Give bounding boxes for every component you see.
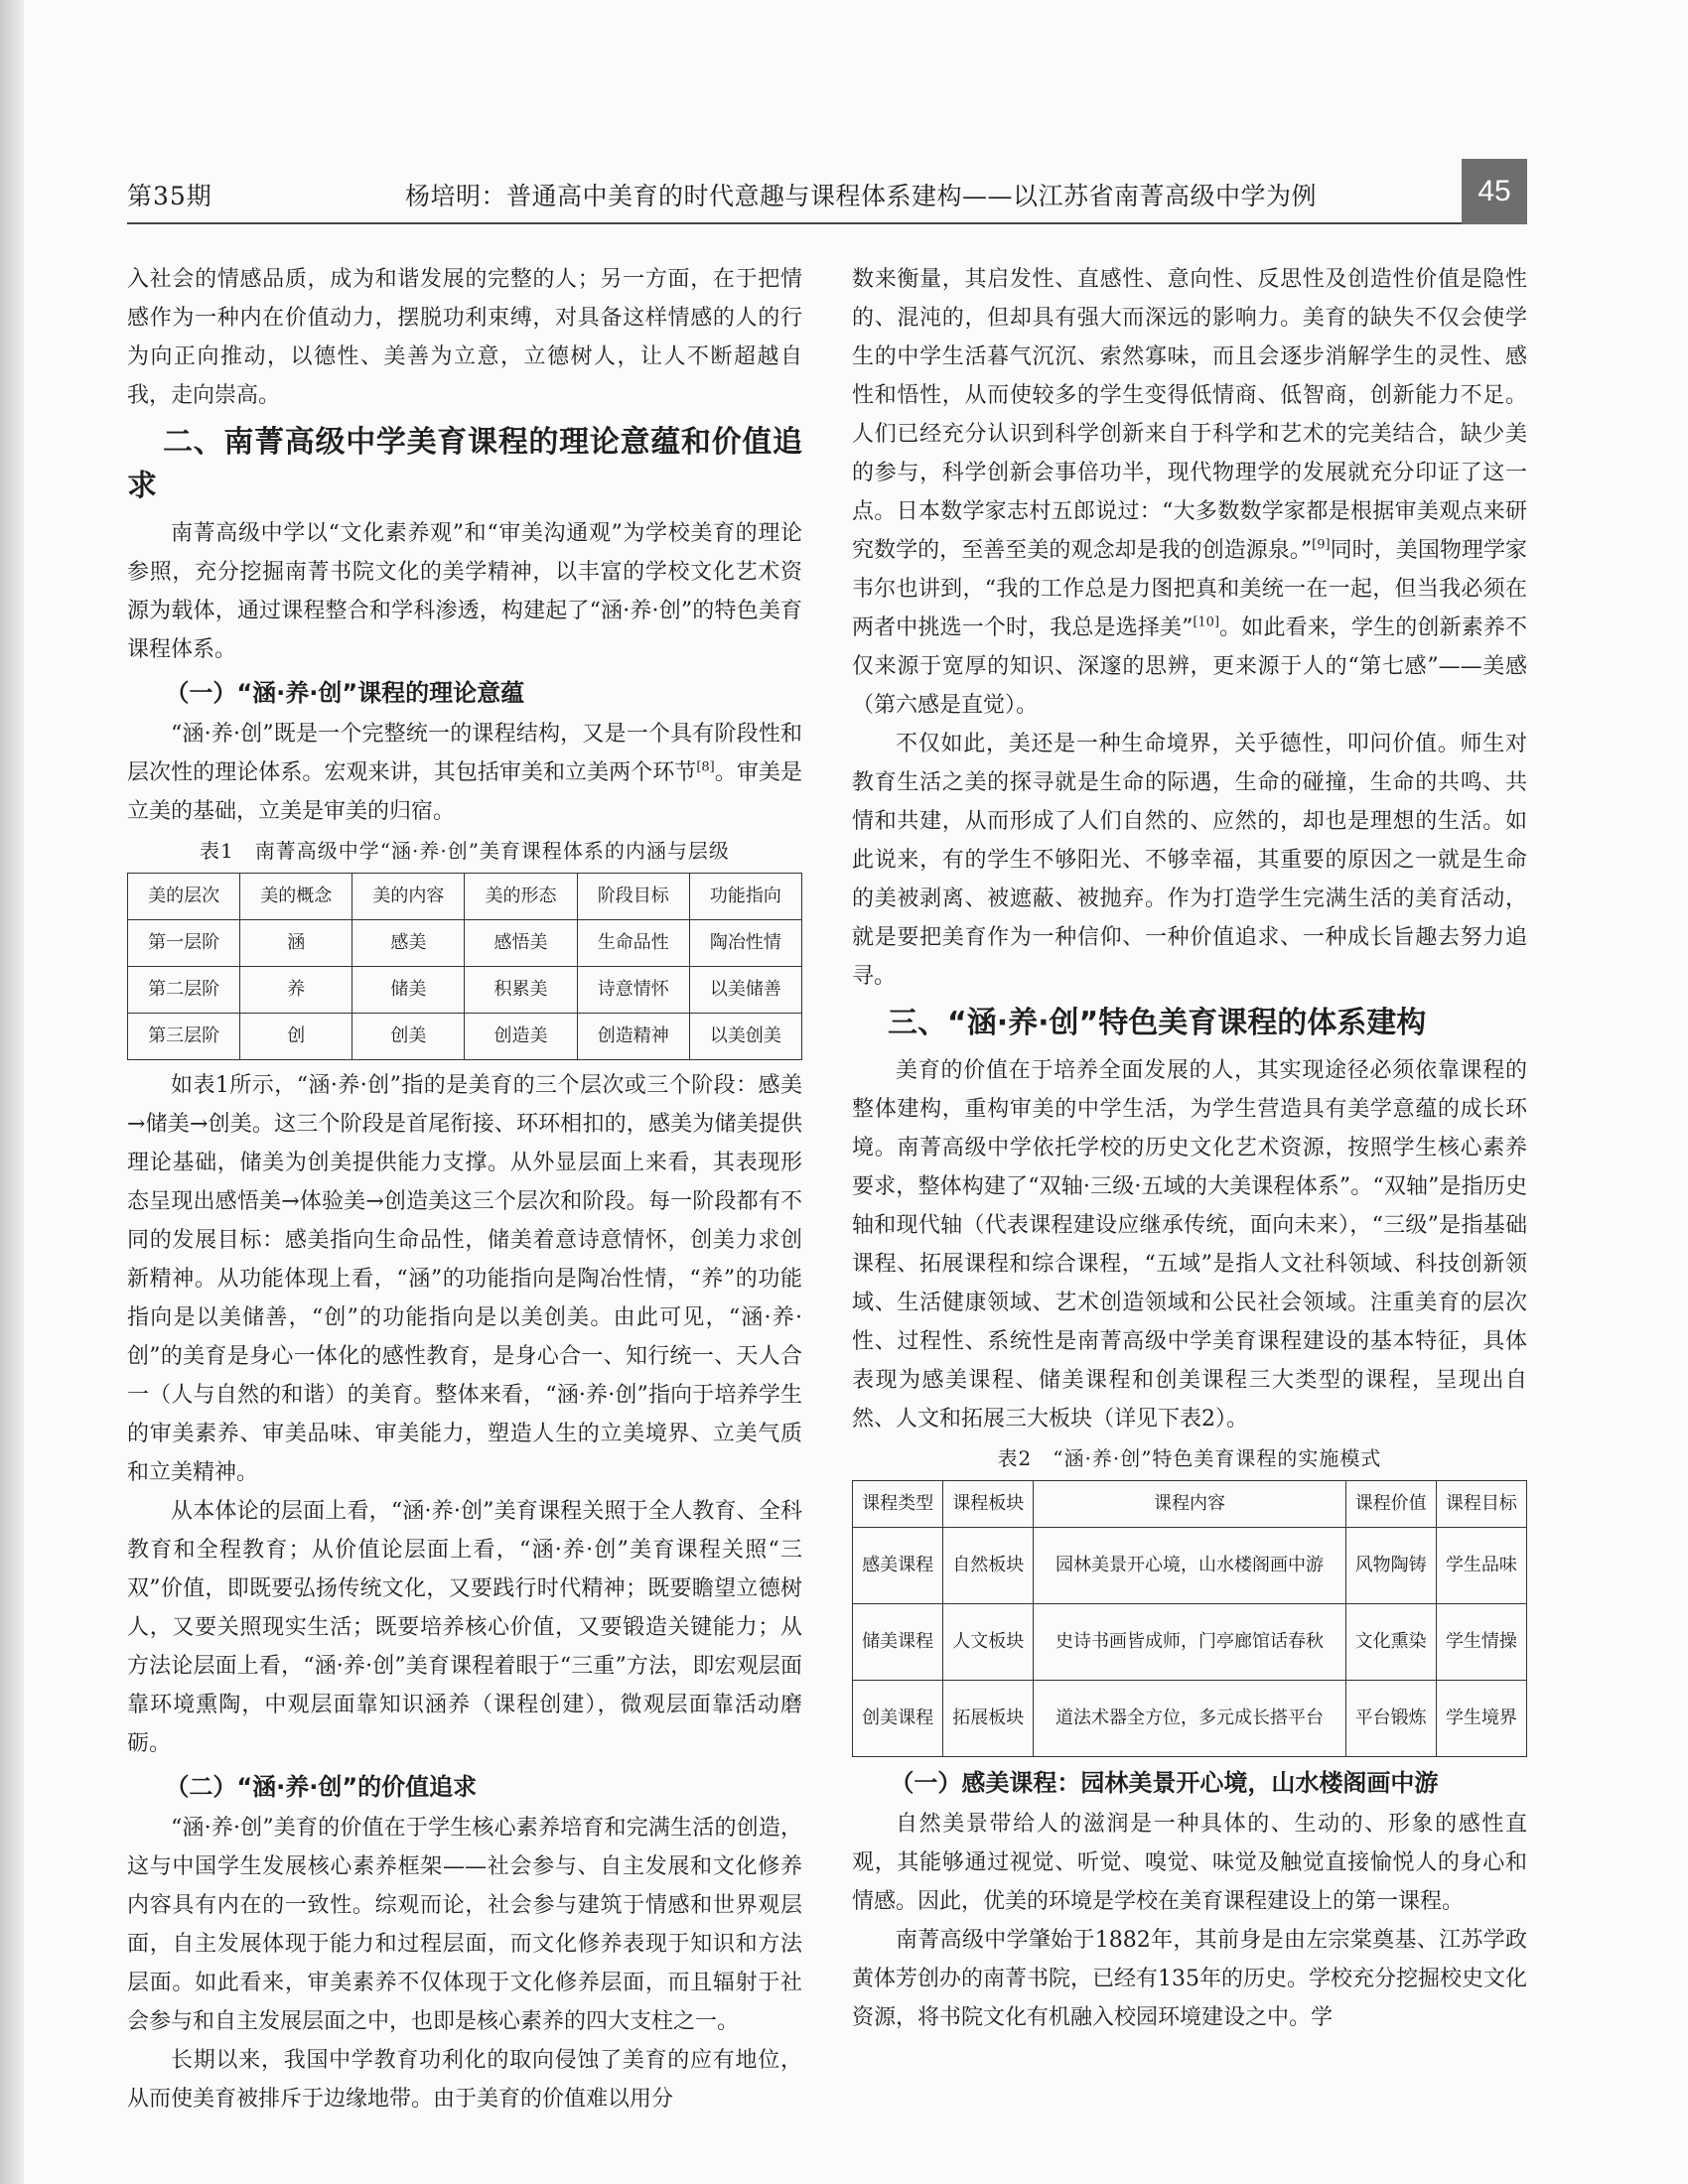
paragraph: 南菁高级中学肇始于1882年，其前身是由左宗棠奠基、江苏学政黄体芳创办的南菁书院，已经有135年的历史。学校充分挖掘校史文化资源，将书院文化有机融入校园环境建设之中。学 — [852, 1928, 1527, 2030]
paragraph: 入社会的情感品质，成为和谐发展的完整的人；另一方面，在于把情感作为一种内在价值动力，摆脱功利束缚，对具备这样情感的人的行为向正向推动，以德性、美善为立意，立德树人，让人不断超越自我，走向崇高。 — [127, 267, 802, 408]
table-header-cell: 阶段目标 — [577, 874, 689, 920]
table-cell: 创美课程 — [853, 1681, 943, 1757]
table-cell: 诗意情怀 — [577, 967, 689, 1014]
table-header-row — [128, 874, 802, 920]
table-header-cell: 课程类型 — [853, 1481, 943, 1528]
paragraph: 长期以来，我国中学教育功利化的取向侵蚀了美育的应有地位，从而使美育被排斥于边缘地带。由于美育的价值难以用分 — [127, 2048, 802, 2112]
table-cell: 自然板块 — [943, 1528, 1034, 1604]
table-header-row — [853, 1481, 1527, 1528]
paragraph — [852, 260, 1527, 725]
paragraph: 南菁高级中学以“文化素养观”和“审美沟通观”为学校美育的理论参照，充分挖掘南菁书院文化的美学精神，以丰富的学校文化艺术资源为载体，通过课程整合和学科渗透，构建起了“涵·养·创”的特色美育课程体系。 — [127, 521, 802, 662]
table-header-cell: 美的形态 — [465, 874, 577, 920]
table-cell: 储美课程 — [853, 1604, 943, 1681]
table-cell: 第三层阶 — [128, 1014, 240, 1060]
right-column — [852, 260, 1527, 2037]
table-row — [128, 967, 802, 1014]
table-caption: 表1 南菁高级中学“涵·养·创”美育课程体系的内涵与层级 — [200, 839, 730, 863]
issue-number: 第35期 — [127, 182, 212, 210]
table-row — [128, 1014, 802, 1060]
paragraph-text: 数来衡量，其启发性、直感性、意向性、反思性及创造性价值是隐性的、混沌的，但却具有强大而深远的影响力。美育的缺失不仅会使学生的中学生活暮气沉沉、索然寡味，而且会逐步消解学生的灵性、感性和悟性，从而使较多的学生变得低情商、低智商，创新能力不足。人们已经充分认识到科学创新来自于科学和艺术的完美结合，缺少美的参与，科学创新会事倍功半，现代物理学的发展就充分印证了这一点。日本数学家志村五郎说过：“大多数数学家都是根据审美观点来研究数学的，至善至美的观念却是我的创造源泉。” — [852, 267, 1527, 563]
table-cell: 学生品味 — [1436, 1528, 1526, 1604]
table-cell: 风物陶铸 — [1345, 1528, 1436, 1604]
table-cell: 创美 — [352, 1014, 465, 1060]
table-caption: 表2 “涵·养·创”特色美育课程的实施模式 — [997, 1446, 1382, 1470]
table-cell: 文化熏染 — [1345, 1604, 1436, 1681]
table-header-cell: 课程目标 — [1436, 1481, 1526, 1528]
paragraph: “涵·养·创”美育的价值在于学生核心素养培育和完满生活的创造，这与中国学生发展核心素养框架——社会参与、自主发展和文化修养内容具有内在的一致性。综观而论，社会参与建筑于情感和世界观层面，自主发展体现于能力和过程层面，而文化修养表现于知识和方法层面。如此看来，审美素养不仅体现于文化修养层面，而且辐射于社会参与和自主发展层面之中，也即是核心素养的四大支柱之一。 — [127, 1816, 802, 2034]
paragraph: 美育的价值在于培养全面发展的人，其实现途径必须依靠课程的整体建构，重构审美的中学生活，为学生营造具有美学意蕴的成长环境。南菁高级中学依托学校的历史文化艺术资源，按照学生核心素养要求，整体构建了“双轴·三级·五域的大美课程体系”。“双轴”是指历史轴和现代轴（代表课程建设应继承传统，面向未来），“三级”是指基础课程、拓展课程和综合课程，“五域”是指人文社科领域、科技创新领域、生活健康领域、艺术创造领域和公民社会领域。注重美育的层次性、过程性、系统性是南菁高级中学美育课程建设的基本特征，具体表现为感美课程、储美课程和创美课程三大类型的课程，呈现出自然、人文和拓展三大板块（详见下表2）。 — [852, 1058, 1527, 1432]
table-cell: 史诗书画皆成师，门亭廊馆话春秋 — [1034, 1604, 1345, 1681]
table-row — [853, 1604, 1527, 1681]
table-cell: 储美 — [352, 967, 465, 1014]
table-cell: 养 — [240, 967, 352, 1014]
paragraph: 自然美景带给人的滋润是一种具体的、生动的、形象的感性直观，其能够通过视觉、听觉、嗅觉、味觉及触觉直接愉悦人的身心和情感。因此，优美的环境是学校在美育课程建设上的第一课程。 — [852, 1812, 1527, 1914]
table-cell: 涵 — [240, 920, 352, 967]
page-edge — [0, 0, 24, 2184]
paragraph: 不仅如此，美还是一种生命境界，关乎德性，叩问价值。师生对教育生活之美的探寻就是生命的际遇，生命的碰撞，生命的共鸣、共情和共建，从而形成了人们自然的、应然的，却也是理想的生活。如此说来，有的学生不够阳光、不够幸福，其重要的原因之一就是生命的美被剥离、被遮蔽、被抛弃。作为打造学生完满生活的美育活动，就是要把美育作为一种信仰、一种价值追求、一种成长旨趣去努力追寻。 — [852, 732, 1527, 989]
table-cell: 创造美 — [465, 1014, 577, 1060]
table-cell: 积累美 — [465, 967, 577, 1014]
paragraph: 从本体论的层面上看，“涵·养·创”美育课程关照于全人教育、全科教育和全程教育；从价值论层面上看，“涵·养·创”美育课程关照“三双”价值，即既要弘扬传统文化，又要践行时代精神；既要瞻望立德树人，又要关照现实生活；既要培养核心价值，又要锻造关键能力；从方法论层面上看，“涵·养·创”美育课程着眼于“三重”方法，即宏观层面靠环境熏陶，中观层面靠知识涵养（课程创建），微观层面靠活动磨砺。 — [127, 1499, 802, 1756]
table-cell: 感悟美 — [465, 920, 577, 967]
page-number: 45 — [1462, 159, 1527, 224]
table-row — [853, 1681, 1527, 1757]
table-cell: 生命品性 — [577, 920, 689, 967]
subsection-heading: （一）“涵·养·创”课程的理论意蕴 — [165, 679, 525, 707]
table-cell: 第一层阶 — [128, 920, 240, 967]
table-header-cell: 美的层次 — [128, 874, 240, 920]
section-heading: 三、“涵·养·创”特色美育课程的体系建构 — [888, 1006, 1427, 1040]
table-cell: 平台锻炼 — [1345, 1681, 1436, 1757]
left-column — [127, 260, 802, 2118]
subsection-heading: （一）感美课程：园林美景开心境，山水楼阁画中游 — [890, 1769, 1439, 1797]
table-header-cell: 美的内容 — [352, 874, 465, 920]
table-cell: 以美储善 — [689, 967, 801, 1014]
paragraph-text: 。如此看来，学生的创新素养不仅来源于宽厚的知识、深邃的思辨，更来源于人的“第七感”——美感（第六感是直觉）。 — [852, 615, 1527, 718]
table-header-cell: 课程板块 — [943, 1481, 1034, 1528]
table-cell: 创造精神 — [577, 1014, 689, 1060]
table-cell: 陶冶性情 — [689, 920, 801, 967]
paragraph — [127, 715, 802, 831]
table-cell: 人文板块 — [943, 1604, 1034, 1681]
table-cell: 拓展板块 — [943, 1681, 1034, 1757]
table-cell: 感美 — [352, 920, 465, 967]
running-header — [127, 167, 1527, 228]
table-row — [128, 920, 802, 967]
table-header-cell: 功能指向 — [689, 874, 801, 920]
citation-ref: [10] — [1193, 614, 1220, 630]
table-cell: 以美创美 — [689, 1014, 801, 1060]
table-cell: 学生情操 — [1436, 1604, 1526, 1681]
table-cell: 第二层阶 — [128, 967, 240, 1014]
table-cell: 感美课程 — [853, 1528, 943, 1604]
header-rule — [127, 222, 1462, 224]
table-cell: 园林美景开心境，山水楼阁画中游 — [1034, 1528, 1345, 1604]
paragraph-text: 同时，美国物理学家韦尔也讲到，“我的工作总是力图把真和美统一在一起，但当我必须在两者中挑选一个时，我总是选择美” — [852, 538, 1527, 640]
paragraph: 如表1所示，“涵·养·创”指的是美育的三个层次或三个阶段：感美→储美→创美。这三个阶段是首尾衔接、环环相扣的，感美为储美提供理论基础，储美为创美提供能力支撑。从外显层面上来看，其表现形态呈现出感悟美→体验美→创造美这三个层次和阶段。每一阶段都有不同的发展目标：感美指向生命品性，储美着意诗意情怀，创美力求创新精神。从功能体现上看，“涵”的功能指向是陶冶性情，“养”的功能指向是以美储善，“创”的功能指向是以美创美。由此可见，“涵·养·创”的美育是身心一体化的感性教育，是身心合一、知行统一、天人合一（人与自然的和谐）的美育。整体来看，“涵·养·创”指向于培养学生的审美素养、审美品味、审美能力，塑造人生的立美境界、立美气质和立美精神。 — [127, 1073, 802, 1485]
table-header-cell: 课程价值 — [1345, 1481, 1436, 1528]
citation-ref: [8] — [696, 759, 715, 775]
citation-ref: [9] — [1312, 537, 1331, 553]
table-row — [853, 1528, 1527, 1604]
section-heading: 二、南菁高级中学美育课程的理论意蕴和价值追求 — [127, 425, 802, 503]
table-1 — [127, 873, 802, 1060]
running-title: 杨培明：普通高中美育的时代意趣与课程体系建构——以江苏省南菁高级中学为例 — [405, 182, 1318, 210]
table-cell: 创 — [240, 1014, 352, 1060]
table-header-cell: 课程内容 — [1034, 1481, 1345, 1528]
paragraph-text: “涵·养·创”既是一个完整统一的课程结构，又是一个具有阶段性和层次性的理论体系。宏观来讲，其包括审美和立美两个环节 — [127, 722, 802, 785]
paragraph-text: 。审美是立美的基础，立美是审美的归宿。 — [127, 760, 802, 824]
table-cell: 学生境界 — [1436, 1681, 1526, 1757]
subsection-heading: （二）“涵·养·创”的价值追求 — [165, 1773, 478, 1801]
table-cell: 道法术器全方位，多元成长搭平台 — [1034, 1681, 1345, 1757]
table-header-cell: 美的概念 — [240, 874, 352, 920]
table-2 — [852, 1480, 1527, 1757]
